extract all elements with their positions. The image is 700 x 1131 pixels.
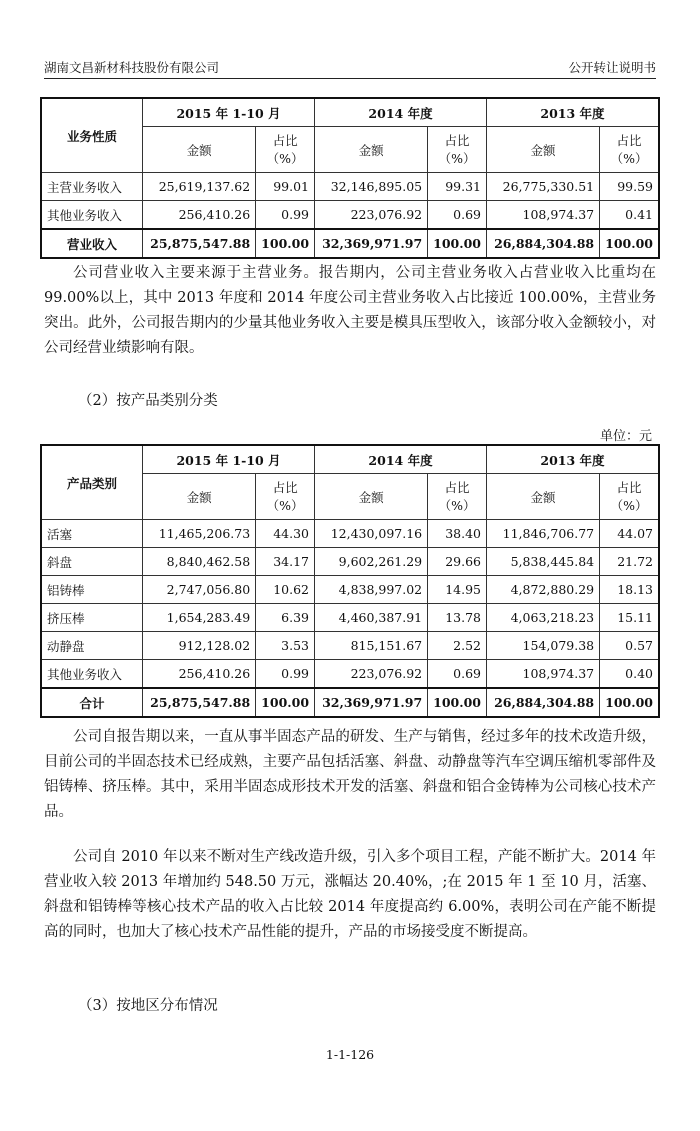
cell-amount: 5,838,445.84 xyxy=(486,548,599,576)
total-amount: 32,369,971.97 xyxy=(315,688,428,717)
header-amount: 金额 xyxy=(143,474,256,520)
cell-amount: 26,775,330.51 xyxy=(486,173,599,201)
table-row xyxy=(41,173,659,201)
header-product-category: 产品类别 xyxy=(41,445,143,520)
row-label: 动静盘 xyxy=(41,632,143,660)
section-heading-by-region: （3）按地区分布情况 xyxy=(78,998,218,1014)
cell-ratio: 14.95 xyxy=(428,576,487,604)
header-period-2013: 2013 年度 xyxy=(486,445,659,474)
cell-amount: 256,410.26 xyxy=(143,660,256,689)
cell-amount: 1,654,283.49 xyxy=(143,604,256,632)
row-label: 其他业务收入 xyxy=(41,201,143,230)
row-label: 斜盘 xyxy=(41,548,143,576)
total-ratio: 100.00 xyxy=(256,688,315,717)
header-amount: 金额 xyxy=(486,474,599,520)
cell-amount: 815,151.67 xyxy=(315,632,428,660)
section-heading-by-product: （2）按产品类别分类 xyxy=(78,393,218,409)
table-row xyxy=(41,548,659,576)
cell-amount: 4,872,880.29 xyxy=(486,576,599,604)
total-amount: 25,875,547.88 xyxy=(143,229,256,258)
cell-ratio: 0.69 xyxy=(428,201,487,230)
header-amount: 金额 xyxy=(315,474,428,520)
total-label: 营业收入 xyxy=(41,229,143,258)
header-period-2015: 2015 年 1-10 月 xyxy=(143,445,315,474)
cell-ratio: 15.11 xyxy=(600,604,659,632)
header-period-2013: 2013 年度 xyxy=(486,98,659,127)
row-label: 其他业务收入 xyxy=(41,660,143,689)
table-row xyxy=(41,576,659,604)
row-label: 活塞 xyxy=(41,520,143,548)
paragraph-revenue-source: 公司营业收入主要来源于主营业务。报告期内，公司主营业务收入占营业收入比重均在 99.00%以上，其中 2013 年度和 2014 年度公司主营业务收入占比接近 100.00%，主营业务突出。此外，公司报告期内的少量其他业务收入主要是模具压型收入，该部分收入金额较小，对公司经营业绩影响有限。 xyxy=(44,265,656,356)
business-nature-table xyxy=(40,97,660,259)
cell-amount: 154,079.38 xyxy=(486,632,599,660)
total-ratio: 100.00 xyxy=(256,229,315,258)
cell-ratio: 44.07 xyxy=(600,520,659,548)
header-ratio: 占比 （%） xyxy=(428,474,487,520)
table-row xyxy=(41,520,659,548)
cell-ratio: 0.69 xyxy=(428,660,487,689)
cell-ratio: 0.99 xyxy=(256,201,315,230)
cell-ratio: 34.17 xyxy=(256,548,315,576)
cell-amount: 4,838,997.02 xyxy=(315,576,428,604)
cell-amount: 223,076.92 xyxy=(315,201,428,230)
cell-amount: 108,974.37 xyxy=(486,201,599,230)
paragraph-capacity-growth: 公司自 2010 年以来不断对生产线改造升级，引入多个项目工程，产能不断扩大。2014 年营业收入较 2013 年增加约 548.50 万元，涨幅达 20.40%，;在 2015 年 1 至 10 月，活塞、斜盘和铝铸棒等核心技术产品的收入占比较 2014 年度提高约 6.00%，表明公司在产能不断提高的同时，也加大了核心技术产品性能的提升，产品的市场接受度不断提高。 xyxy=(44,849,656,940)
table-row xyxy=(41,632,659,660)
total-amount: 25,875,547.88 xyxy=(143,688,256,717)
total-ratio: 100.00 xyxy=(428,688,487,717)
header-amount: 金额 xyxy=(143,127,256,173)
cell-amount: 8,840,462.58 xyxy=(143,548,256,576)
total-ratio: 100.00 xyxy=(600,688,659,717)
cell-ratio: 13.78 xyxy=(428,604,487,632)
cell-amount: 912,128.02 xyxy=(143,632,256,660)
total-ratio: 100.00 xyxy=(428,229,487,258)
unit-label: 单位：元 xyxy=(599,429,652,444)
cell-amount: 25,619,137.62 xyxy=(143,173,256,201)
cell-ratio: 6.39 xyxy=(256,604,315,632)
total-amount: 26,884,304.88 xyxy=(486,688,599,717)
cell-amount: 32,146,895.05 xyxy=(315,173,428,201)
table-row xyxy=(41,604,659,632)
header-ratio: 占比 （%） xyxy=(600,127,659,173)
cell-ratio: 99.59 xyxy=(600,173,659,201)
cell-ratio: 99.01 xyxy=(256,173,315,201)
header-period-2014: 2014 年度 xyxy=(315,445,487,474)
table-row xyxy=(41,660,659,689)
cell-ratio: 0.57 xyxy=(600,632,659,660)
cell-amount: 12,430,097.16 xyxy=(315,520,428,548)
header-ratio: 占比 （%） xyxy=(600,474,659,520)
cell-amount: 11,846,706.77 xyxy=(486,520,599,548)
cell-ratio: 18.13 xyxy=(600,576,659,604)
header-period-2014: 2014 年度 xyxy=(315,98,487,127)
total-label: 合计 xyxy=(41,688,143,717)
cell-amount: 11,465,206.73 xyxy=(143,520,256,548)
cell-ratio: 0.99 xyxy=(256,660,315,689)
cell-ratio: 38.40 xyxy=(428,520,487,548)
cell-ratio: 2.52 xyxy=(428,632,487,660)
cell-amount: 9,602,261.29 xyxy=(315,548,428,576)
cell-ratio: 0.40 xyxy=(600,660,659,689)
row-label: 铝铸棒 xyxy=(41,576,143,604)
cell-ratio: 0.41 xyxy=(600,201,659,230)
row-label: 主营业务收入 xyxy=(41,173,143,201)
company-name: 湖南文昌新材科技股份有限公司 xyxy=(44,60,220,75)
header-amount: 金额 xyxy=(486,127,599,173)
header-amount: 金额 xyxy=(315,127,428,173)
cell-ratio: 44.30 xyxy=(256,520,315,548)
total-ratio: 100.00 xyxy=(600,229,659,258)
header-ratio: 占比 （%） xyxy=(256,474,315,520)
cell-amount: 108,974.37 xyxy=(486,660,599,689)
header-ratio: 占比 （%） xyxy=(428,127,487,173)
cell-ratio: 10.62 xyxy=(256,576,315,604)
cell-amount: 2,747,056.80 xyxy=(143,576,256,604)
page-header xyxy=(44,56,656,79)
cell-amount: 256,410.26 xyxy=(143,201,256,230)
header-ratio: 占比 （%） xyxy=(256,127,315,173)
product-category-table xyxy=(40,444,660,718)
document-title: 公开转让说明书 xyxy=(568,60,656,75)
total-row xyxy=(41,688,659,717)
cell-amount: 4,063,218.23 xyxy=(486,604,599,632)
total-row xyxy=(41,229,659,258)
header-period-2015: 2015 年 1-10 月 xyxy=(143,98,315,127)
cell-ratio: 29.66 xyxy=(428,548,487,576)
row-label: 挤压棒 xyxy=(41,604,143,632)
cell-amount: 4,460,387.91 xyxy=(315,604,428,632)
cell-ratio: 21.72 xyxy=(600,548,659,576)
paragraph-product-overview: 公司自报告期以来，一直从事半固态产品的研发、生产与销售，经过多年的技术改造升级，目前公司的半固态技术已经成熟，主要产品包括活塞、斜盘、动静盘等汽车空调压缩机零部件及铝铸棒、挤压棒。其中，采用半固态成形技术开发的活塞、斜盘和铝合金铸棒为公司核心技术产品。 xyxy=(44,729,656,820)
header-business-nature: 业务性质 xyxy=(41,98,143,173)
total-amount: 32,369,971.97 xyxy=(315,229,428,258)
cell-ratio: 99.31 xyxy=(428,173,487,201)
total-amount: 26,884,304.88 xyxy=(486,229,599,258)
page-number: 1-1-126 xyxy=(325,1047,375,1062)
cell-ratio: 3.53 xyxy=(256,632,315,660)
cell-amount: 223,076.92 xyxy=(315,660,428,689)
table-row xyxy=(41,201,659,230)
